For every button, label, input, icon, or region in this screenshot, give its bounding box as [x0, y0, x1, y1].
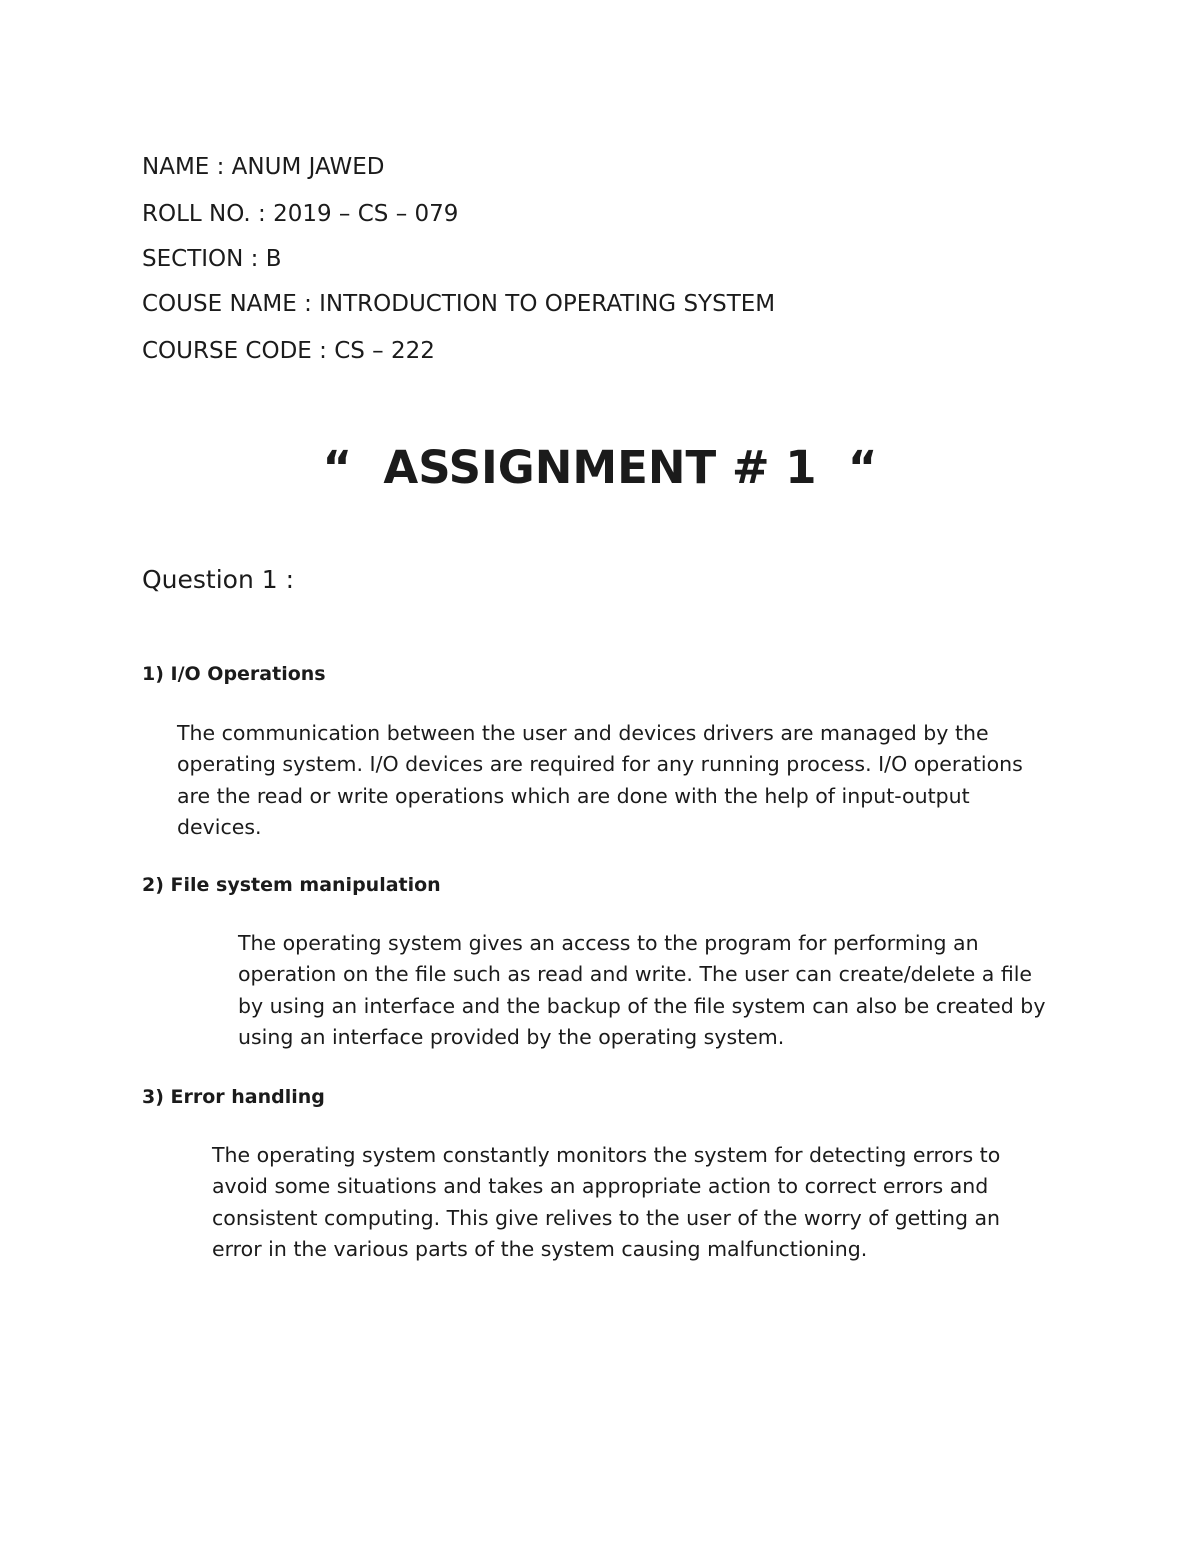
section: SECTION : B [142, 246, 282, 272]
section-paragraph-file-system [238, 928, 1045, 1053]
roll-number: ROLL NO. : 2019 – CS – 079 [142, 201, 459, 227]
course-code: COURSE CODE : CS – 222 [142, 338, 435, 364]
question-label: Question 1 : [142, 565, 295, 594]
section-heading-error-handling: 3) Error handling [142, 1086, 325, 1108]
course-name: COUSE NAME : INTRODUCTION TO OPERATING SYSTEM [142, 291, 776, 317]
paragraph-line: consistent computing. This give relives to the user of the worry of getting an [212, 1205, 1001, 1230]
paragraph-line: The operating system constantly monitors the system for detecting errors to [212, 1143, 1001, 1167]
paragraph-line: operating system. I/O devices are required for any running process. I/O operations [177, 752, 1023, 777]
section-paragraph-io-operations [177, 718, 1023, 843]
paragraph-line: by using an interface and the backup of the file system can also be created by [238, 993, 1046, 1018]
paragraph-line: The operating system gives an access to the program for performing an [238, 931, 979, 955]
section-heading-file-system: 2) File system manipulation [142, 874, 441, 896]
assignment-title: “ ASSIGNMENT # 1 “ [322, 441, 878, 494]
paragraph-line: The communication between the user and devices drivers are managed by the [177, 721, 989, 745]
student-name: NAME : ANUM JAWED [142, 154, 385, 180]
paragraph-line: operation on the file such as read and write. The user can create/delete a file [238, 962, 1033, 987]
paragraph-line: avoid some situations and takes an appropriate action to correct errors and [212, 1174, 989, 1199]
paragraph-line: are the read or write operations which are done with the help of input-output [177, 783, 970, 808]
paragraph-line: error in the various parts of the system causing malfunctioning. [212, 1236, 868, 1261]
paragraph-line: devices. [177, 814, 262, 839]
section-paragraph-error-handling [212, 1140, 1000, 1265]
section-heading-io-operations: 1) I/O Operations [142, 663, 326, 685]
paragraph-line: using an interface provided by the operating system. [238, 1024, 785, 1049]
